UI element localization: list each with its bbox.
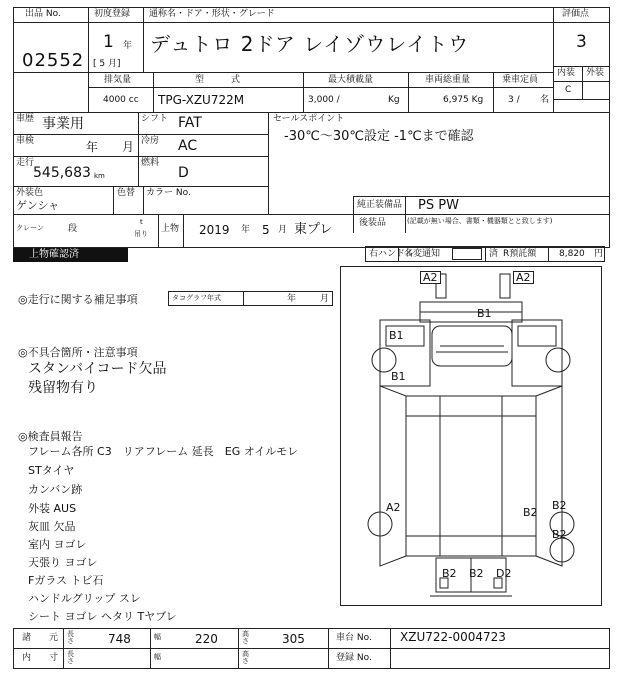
vehicle-name: デュトロ 2ドア レイゾウレイトウ	[150, 32, 470, 56]
damage-mark-b2-wheel-lower: B2	[552, 528, 567, 541]
damage-mark-b2-rear-left: B2	[442, 567, 457, 580]
grid-line	[353, 196, 354, 214]
height-label: 高さ	[242, 630, 249, 645]
riding-capacity-unit: 名	[540, 95, 550, 105]
score-value: 3	[576, 32, 587, 52]
score-label: 評価点	[562, 9, 590, 19]
report-line: 外装 AUS	[28, 502, 77, 515]
crane-label: クレーン	[16, 224, 44, 232]
length-value: 748	[108, 632, 131, 646]
upper-body-year: 2019	[199, 223, 230, 237]
exterior-grade-label: 外装	[586, 68, 605, 78]
damage-mark-b1-left-lower: B1	[391, 370, 406, 383]
capacity-unit: Kg	[388, 95, 400, 105]
report-line: 灰皿 欠品	[28, 520, 76, 533]
defect-1: スタンバイコード欠品	[28, 361, 167, 377]
grid-line	[13, 112, 610, 113]
grid-line	[328, 628, 329, 669]
genuine-equipment-label: 純正装備品	[357, 200, 403, 210]
crane-stage-unit: 段	[68, 224, 78, 234]
damage-mark-b2-wheel-upper: B2	[552, 499, 567, 512]
damage-mark-d2-rear: D2	[496, 567, 512, 580]
aftermarket-label: 後装品	[359, 218, 387, 228]
report-line: STタイヤ	[28, 464, 75, 477]
riding-capacity-value: 3 /	[508, 95, 520, 105]
grid-line	[13, 134, 268, 135]
running-notes-label: ◎走行に関する補足事項	[18, 293, 138, 306]
aircon-label: 冷房	[141, 136, 160, 146]
sales-point-text: -30℃～30℃設定 -1℃まで確認	[284, 129, 474, 144]
inspection-label: 車検	[16, 136, 35, 146]
inner-length-label: 長さ	[67, 650, 74, 665]
report-line: シート ヨゴレ ヘタリ Tヤブレ	[28, 610, 177, 623]
grid-line	[548, 246, 549, 262]
grid-line	[143, 7, 144, 22]
recycle-deposit-label: R預託額	[503, 249, 537, 259]
recycle-label: 済	[489, 249, 499, 259]
upper-body-maker: 東プレ	[294, 222, 333, 237]
grid-line	[63, 628, 64, 669]
report-line: フレーム各所 C3 リアフレーム 延長 EG オイルモレ	[28, 445, 299, 458]
inspection-year-unit: 年	[86, 140, 99, 154]
genuine-equipment-value: PS PW	[418, 198, 459, 213]
vehicle-name-label: 通称名・ドア・形状・グレード	[149, 9, 275, 19]
grid-line	[553, 22, 610, 23]
grid-line	[143, 186, 144, 214]
grid-line	[183, 214, 184, 248]
grid-line	[88, 87, 553, 88]
year-unit: 年	[123, 41, 133, 51]
grid-line	[158, 214, 159, 248]
model-label: 型 式	[195, 75, 241, 85]
fuel-value: D	[178, 165, 189, 181]
truck-outline-diagram	[340, 266, 602, 606]
width-value: 220	[195, 632, 218, 646]
mileage-label: 走行	[16, 158, 35, 168]
mileage-value: 545,683	[33, 165, 91, 181]
color-value: ゲンシャ	[16, 199, 60, 212]
grid-line	[238, 628, 239, 669]
grid-line	[353, 196, 610, 197]
damage-mark-b2-right-side: B2	[523, 506, 538, 519]
damage-mark-a2-front-right: A2	[513, 271, 534, 284]
gross-weight-label: 車両総重量	[425, 75, 471, 85]
sales-point-label: セールスポイント	[273, 114, 345, 124]
defect-2: 残留物有り	[28, 380, 98, 396]
defects-label: ◎不具合箇所・注意事項	[18, 346, 138, 359]
inner-height-label: 高さ	[242, 650, 249, 665]
damage-mark-a2-left-side: A2	[386, 501, 401, 514]
grid-line	[485, 246, 486, 262]
grid-line	[353, 214, 354, 233]
grid-line	[582, 66, 583, 99]
displacement-value: 4000 cc	[103, 95, 139, 105]
upper-body-year-unit: 年	[241, 225, 251, 235]
report-line: カンバン跡	[28, 483, 83, 496]
first-registration-month: [ 5 月]	[93, 59, 121, 69]
chassis-label: 車台 No.	[336, 633, 372, 643]
inspection-month-unit: 月	[122, 140, 135, 154]
height-value: 305	[282, 632, 305, 646]
damage-mark-b1-left-upper: B1	[389, 329, 404, 342]
aftermarket-note: (記載が無い場合、書類・機器類とと致します)	[407, 217, 553, 225]
grid-line	[13, 156, 268, 157]
dimensions-label: 諸 元	[22, 633, 59, 643]
upper-body-month: 5	[262, 223, 270, 237]
color-label: 外装色	[16, 188, 44, 198]
report-line: Fガラス トビ石	[28, 574, 104, 587]
damage-mark-b2-rear-center: B2	[469, 567, 484, 580]
grid-line	[13, 648, 610, 649]
upper-body-label: 上物	[161, 224, 180, 234]
inner-dimensions-label: 内 寸	[22, 653, 59, 663]
tachograph-year-unit: 年	[287, 294, 297, 304]
inspector-report-label: ◎検査員報告	[18, 430, 83, 443]
grid-line	[268, 112, 269, 214]
grid-line	[243, 291, 244, 306]
crane-lift-unit: 吊り	[134, 230, 148, 238]
registration-label: 登録 No.	[336, 653, 372, 663]
capacity-label: 最大積載量	[328, 75, 374, 85]
grid-line	[408, 72, 409, 112]
name-change-label: 名変通知	[404, 249, 441, 259]
mileage-unit: km	[94, 172, 105, 180]
lot-number: 02552	[22, 50, 85, 71]
upper-check-text: 上物確認済	[29, 249, 79, 260]
interior-grade: C	[565, 85, 572, 95]
width-label: 幅	[154, 633, 161, 641]
chassis-number: XZU722-0004723	[400, 630, 506, 644]
upper-check-badge	[13, 248, 128, 262]
gross-weight-value: 6,975 Kg	[443, 95, 484, 105]
yen-unit: 円	[594, 249, 604, 259]
inner-width-label: 幅	[154, 653, 161, 661]
report-line: 室内 ヨゴレ	[28, 538, 87, 551]
damage-mark-b1-roof: B1	[477, 307, 492, 320]
history-value: 事業用	[42, 116, 84, 132]
grid-line	[493, 72, 494, 112]
upper-body-month-unit: 月	[278, 225, 288, 235]
grid-line	[150, 628, 151, 669]
tachograph-month-unit: 月	[320, 294, 330, 304]
grid-line	[13, 186, 268, 187]
grid-line	[143, 22, 144, 72]
name-change-box	[452, 248, 482, 260]
riding-capacity-label: 乗車定員	[502, 75, 539, 85]
right-hand-drive-label: 右ハンドル	[369, 249, 415, 259]
color-number-label: カラー No.	[146, 188, 191, 198]
color-change-label: 色替	[117, 188, 136, 198]
displacement-label: 排気量	[104, 75, 132, 85]
shift-value: FAT	[178, 115, 202, 131]
recycle-deposit-value: 8,820	[559, 249, 585, 259]
model-code: TPG-XZU722M	[158, 93, 245, 107]
damage-mark-a2-front-left: A2	[420, 271, 441, 284]
grid-line	[88, 22, 553, 23]
grid-line	[13, 72, 553, 73]
crane-ton-unit: t	[140, 218, 143, 226]
aircon-value: AC	[178, 138, 198, 154]
shift-label: シフト	[141, 114, 169, 124]
first-registration-label: 初度登録	[94, 9, 131, 19]
interior-grade-label: 内装	[557, 68, 576, 78]
first-registration-year: 1	[103, 32, 114, 52]
history-label: 車歴	[16, 114, 35, 124]
fuel-label: 燃料	[141, 158, 160, 168]
grid-line	[138, 112, 139, 186]
grid-line	[153, 72, 154, 112]
grid-line	[303, 72, 304, 112]
capacity-value: 3,000 /	[308, 95, 340, 105]
grid-line	[553, 99, 610, 100]
length-label: 長さ	[67, 630, 74, 645]
grid-line	[113, 186, 114, 214]
tachograph-label: タコグラフ年式	[172, 294, 221, 302]
grid-line	[353, 214, 610, 215]
grid-line	[390, 628, 391, 669]
grid-line	[13, 22, 88, 23]
report-line: 天張り ヨゴレ	[28, 556, 98, 569]
lot-label: 出品 No.	[25, 9, 61, 19]
report-line: ハンドルグリップ スレ	[28, 592, 141, 605]
